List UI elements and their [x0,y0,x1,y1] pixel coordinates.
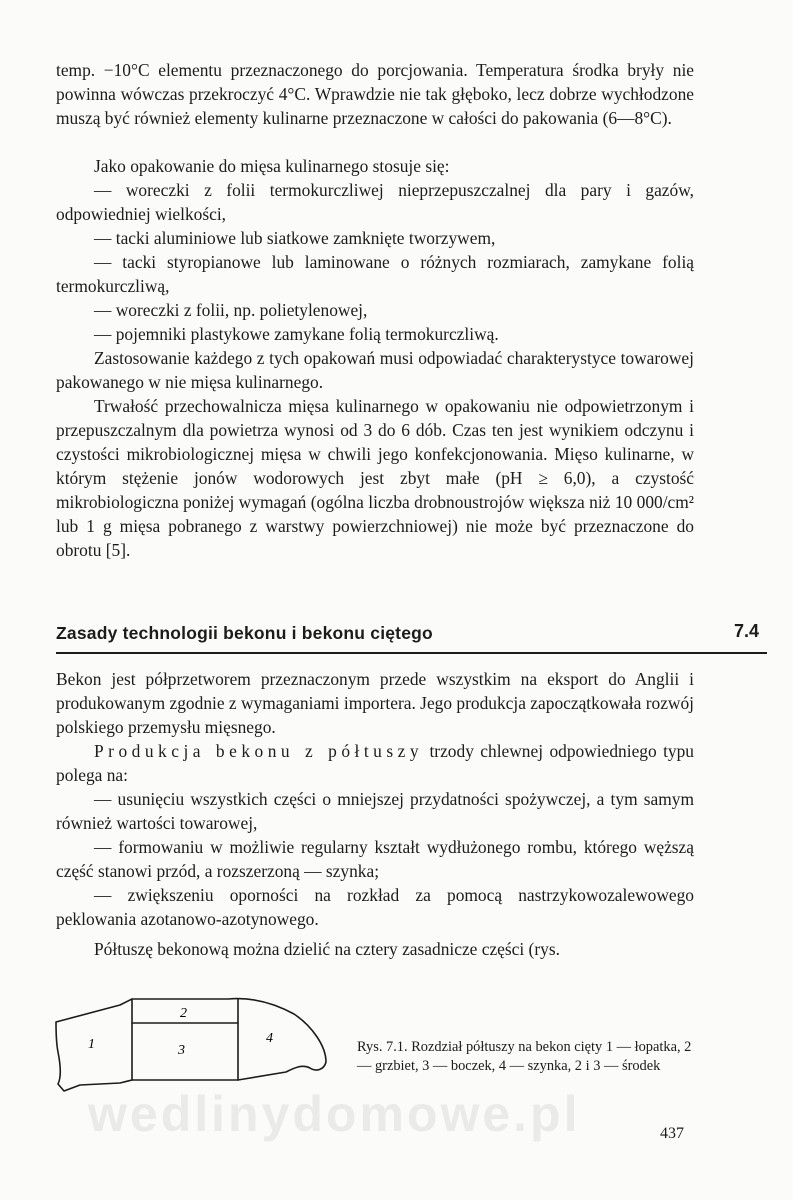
figure-label-shoulder: 1 [88,1037,95,1052]
paragraph-temperature: temp. −10°C elementu przeznaczonego do porcjowania. Temperatura środka bryły nie powinna wówczas przekroczyć 4°C. Wprawdzie nie tak głęboko, lecz dobrze wychłodzone muszą być również elementy kulinarne przeznaczone w całości do pakowania (6—8°C). [56,60,694,128]
list-item-polyethylene-bags: — woreczki z folii, np. polietylenowej, [94,300,368,320]
paragraph-packaging-intro: Jako opakowanie do mięsa kulinarnego stosuje się: [94,156,450,176]
emphasized-phrase: Produkcja bekonu z półtuszy [94,741,424,761]
figure-label-loin: 2 [180,1006,187,1021]
paragraph-shelf-life: Trwałość przechowalnicza mięsa kulinarnego w opakowaniu nie odpowietrzonym i przepuszczalnym dla powietrza wynosi od 3 do 6 dób. Czas ten jest wynikiem odczynu i czystości mikrobiologicznej mięsa w chwili jego konfekcjonowania. Mięso kulinarne, w którym stężenie jonów wodorowych jest zbyt małe (pH ≥ 6,0), a czystość mikrobiologiczna poniżej wymagań (ogólna liczba drobnoustrojów większa niż 10 000/cm² lub 1 g mięsa pobranego z warstwy powierzchniowej) nie może być przeznaczone do obrotu [5]. [56,396,694,560]
paragraph-bacon-production-rest: trzody chlewnej odpowiedniego typu polega na: [56,741,694,785]
paragraph-packaging-requirement: Zastosowanie każdego z tych opakowań musi odpowiadać charakterystyce towarowej pakowanego w nie mięsa kulinarnego. [56,348,694,392]
list-item-plastic-containers: — pojemniki plastykowe zamykane folią termokurczliwą. [94,324,499,344]
list-item-remove-parts: — usunięciu wszystkich części o mniejszej przydatności spożywczej, a tym samym również wartości towarowej, [56,789,694,833]
watermark-text: wedlinydomowe.pl [88,1086,581,1142]
carcass-outline [56,999,326,1091]
paragraph-four-parts: Półtuszę bekonową można dzielić na cztery zasadnicze części (rys. [94,939,560,959]
figure-label-belly: 3 [178,1043,185,1058]
list-item-curing: — zwiększeniu oporności na rozkład za pomocą nastrzykowozalewowego peklowania azotanowo-azotynowego. [56,885,694,929]
figure-label-ham: 4 [266,1031,273,1046]
section-number: 7.4 [734,621,760,641]
list-item-aluminium-trays: — tacki aluminiowe lub siatkowe zamknięte tworzywem, [94,228,496,248]
section-title: Zasady technologii bekonu i bekonu ciętego [56,623,433,643]
list-item-shrink-bags: — woreczki z folii termokurczliwej nieprzepuszczalnej dla pary i gazów, odpowiedniej wielkości, [56,180,694,224]
figure-caption: Rys. 7.1. Rozdział półtuszy na bekon cięty 1 — łopatka, 2 — grzbiet, 3 — boczek, 4 — szynka, 2 i 3 — środek [357,1039,692,1074]
page-number: 437 [660,1125,684,1142]
paragraph-bacon-production [56,739,694,787]
paragraph-bacon-intro: Bekon jest półprzetworem przeznaczonym przede wszystkim na eksport do Anglii i produkowanym zgodnie z wymaganiami importera. Jego produkcja zapoczątkowała rozwój polskiego przemysłu mięsnego. [56,669,694,737]
half-carcass-diagram [50,992,350,1097]
list-item-rhombus-shape: — formowaniu w możliwie regularny kształt wydłużonego rombu, którego węższą część stanowi przód, a rozszerzoną — szynka; [56,837,694,881]
list-item-styrofoam-trays: — tacki styropianowe lub laminowane o różnych rozmiarach, zamykane folią termokurczliwą, [56,252,694,296]
section-divider [56,652,767,654]
